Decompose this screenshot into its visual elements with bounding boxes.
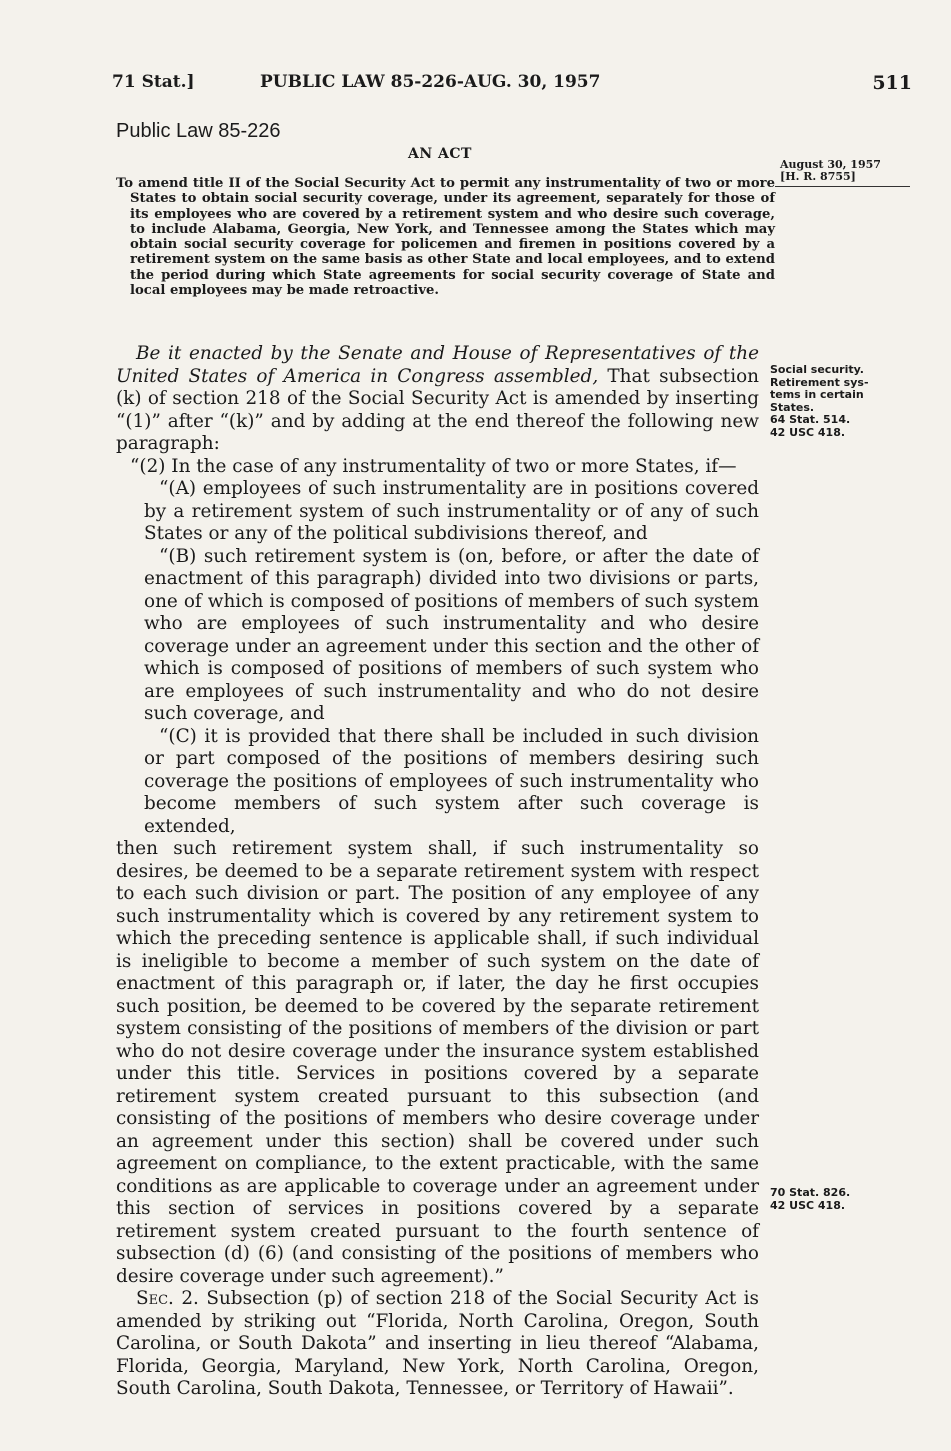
enacting-clause [116, 343, 759, 456]
margin-note-line: 64 Stat. 514. [770, 413, 851, 426]
header-volume: 71 Stat.] [112, 72, 195, 92]
paragraph-2: “(2) In the case of any instrumentality of two or more States, if— [130, 455, 737, 477]
enacting-text: That subsection (k) of section 218 of the Social Security Act is amended by inserting “(1)” after “(k)” and by adding at the end thereof the following new paragraph: [116, 365, 759, 454]
law-title: Public Law 85-226 [116, 120, 281, 142]
margin-note-line: States. [770, 400, 815, 414]
margin-note-line: tems in certain [770, 388, 864, 401]
section-2-text: Subsection (p) of section 218 of the Social Security Act is amended by striking out “Florida, North Carolina, Oregon, South Carolina, or South Dakota” and inserting in lieu thereof “Alabama, Florida, Georgia, Maryland, New York, North Carolina, Oregon, South Carolina, South Dakota, Tennessee, or Territory of Hawaii”. [116, 1288, 759, 1399]
act-purpose: To amend title II of the Social Security Act to permit any instrumentality of two or more States to obtain social security coverage, under its agreement, separately for those of its employees who are covered by a retirement system and who desire such coverage, to include Alabama, Georgia, New York, and Tennessee among the States which may obtain social security coverage for policemen and firemen in positions covered by a retirement system on the same basis as other State and local employees, and to extend the period during which State agreements for social security coverage of State and local employees may be made retroactive. [116, 176, 775, 299]
act-heading: AN ACT [408, 146, 472, 162]
margin-divider [775, 186, 910, 187]
margin-note-line: 42 USC 418. [770, 1198, 846, 1212]
section-2-label: Sec. 2. [136, 1288, 199, 1309]
subparagraph-c: “(C) it is provided that there shall be included in such division or part composed of the positions of members desiring such coverage the positions of employees of such instrumentality who become members of such system after such coverage is extended, [144, 725, 759, 837]
paragraph-continuation: then such retirement system shall, if such instrumentality so desires, be deemed to be a separate retirement system with respect to each such division or part. The position of any employee of any such instrumentality which is covered by any retirement system to which the preceding sentence is applicable shall, if such individual is ineligible to become a member of such system on the date of enactment of this paragraph or, if later, the day he first occupies such position, be deemed to be covered by the separate retirement system consisting of the positions of members of the division or part who do not desire coverage under the insurance system established under this title. Services in positions covered by a separate retirement system created pursuant to this subsection (and consisting of the positions of members who desire coverage under an agreement under this section) shall be covered under such agreement on compliance, to the extent practicable, with the same conditions as are applicable to coverage under an agreement under this section of services in positions covered by a separate retirement system created pursuant to the fourth sentence of subsection (d) (6) (and consisting of the positions of members who desire coverage under such agreement).” [116, 838, 759, 1287]
margin-note-line: 42 USC 418. [770, 425, 846, 439]
margin-date-line: August 30, 1957 [780, 158, 881, 171]
running-head [112, 72, 912, 102]
section-2 [116, 1288, 759, 1401]
margin-note-line: Retirement sys- [770, 375, 869, 389]
margin-note-section-2 [770, 1187, 910, 1212]
margin-note-social-security [770, 364, 910, 439]
subparagraph-b: “(B) such retirement system is (on, before, or after the date of enactment of this paragraph) divided into two divisions or parts, one of which is composed of positions of members of such system who are employees of such instrumentality and who desire coverage under an agreement under this section and the other of which is composed of positions of members of such system who are employees of such instrumentality and who do not desire such coverage, and [144, 545, 759, 724]
margin-bill-number: [H. R. 8755] [780, 170, 856, 183]
margin-date [780, 159, 910, 183]
subparagraph-a: “(A) employees of such instrumentality are in positions covered by a retirement system of such instrumentality or of any of such States or any of the political subdivisions thereof, and [144, 478, 759, 544]
header-title: PUBLIC LAW 85-226-AUG. 30, 1957 [260, 72, 601, 92]
act-body [116, 343, 759, 1401]
enacting-formula: Be it enacted by the Senate and House of Representatives of the United States of America in Congress assembled, [116, 343, 759, 387]
page-number: 511 [872, 72, 912, 94]
margin-note-line: 70 Stat. 826. [770, 1186, 851, 1199]
margin-note-line: Social security. [770, 363, 864, 376]
